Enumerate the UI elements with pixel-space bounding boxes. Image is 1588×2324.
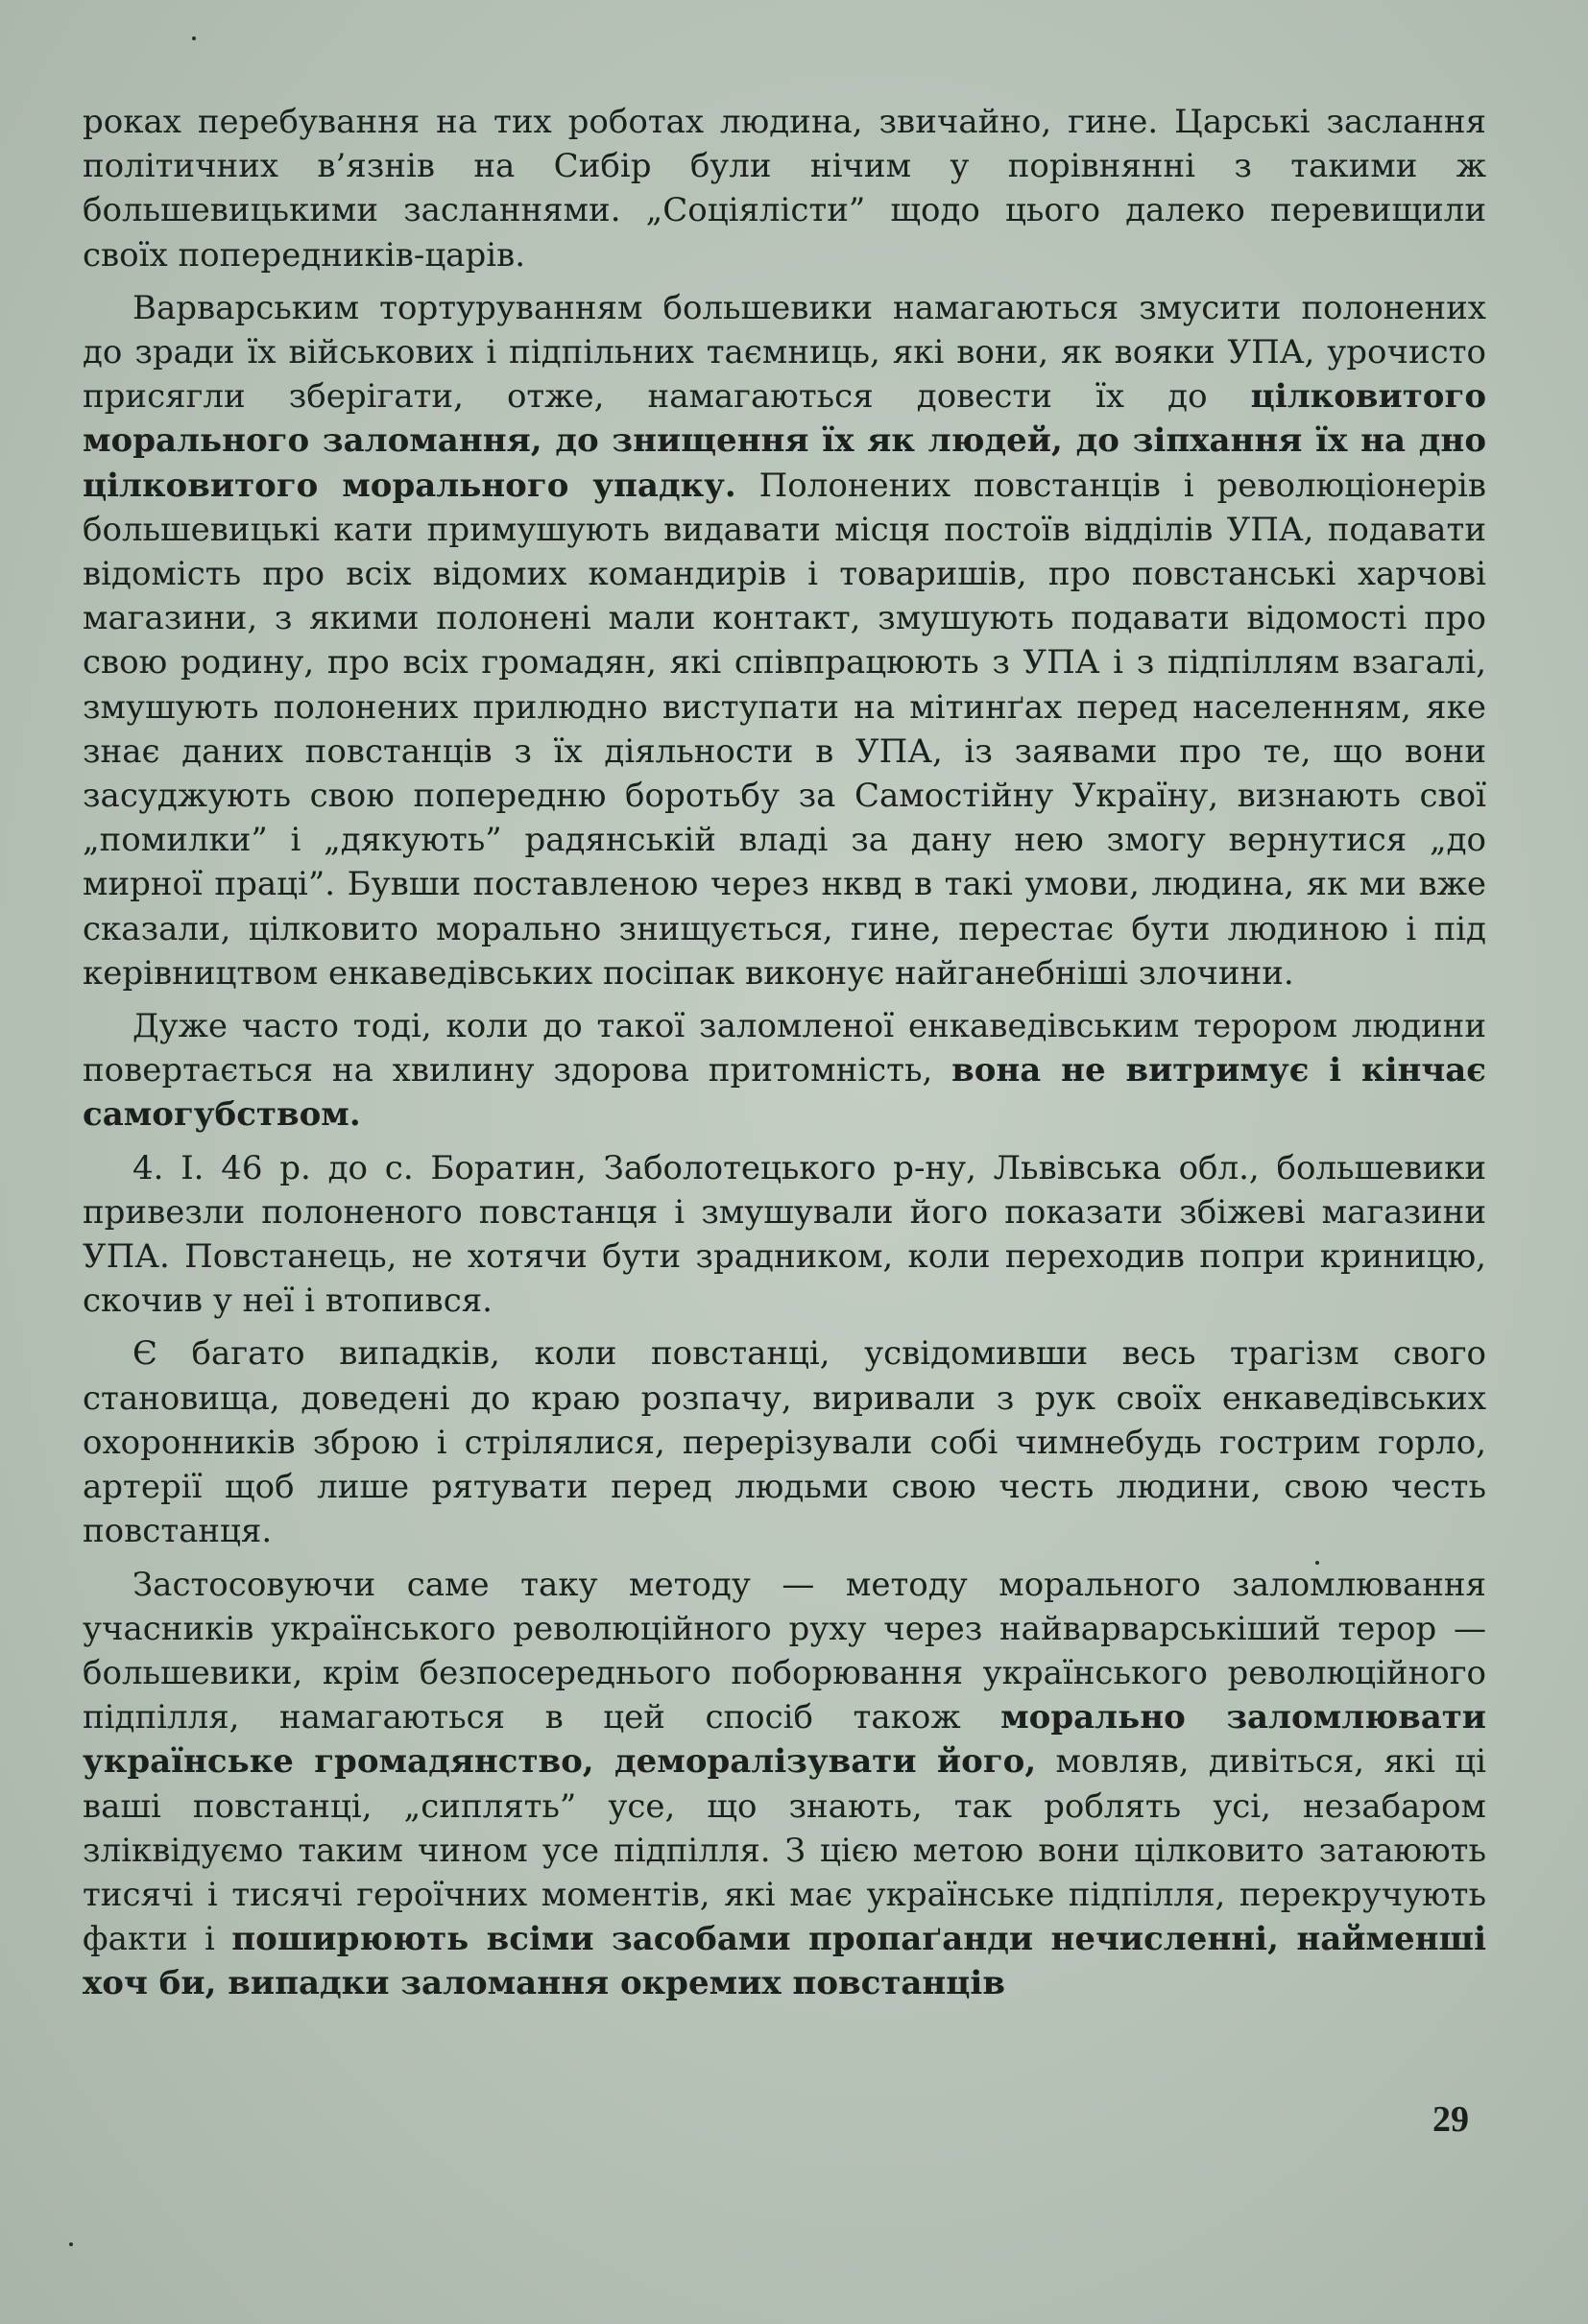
- paper-speck: [192, 36, 196, 40]
- paragraph-4: [83, 1146, 1486, 1324]
- bold-text-span: поширюють всіми засобами пропаґанди нечисленні, найменші хоч би, випадки заломання окремих повстанців: [83, 1920, 1486, 2003]
- text-span: Дуже часто тоді, коли до такої заломленої енкаведівським терором людини повертається на хвилину здорова притомність,: [83, 1007, 1486, 1090]
- text-span: Є багато випадків, коли повстанці, усвідомивши весь трагізм свого становища, доведені до краю розпачу, виривали з рук своїх енкаведівських охоронників зброю і стрілялися, перерізували собі чимнебудь гострим горло, артерії щоб лише рятувати перед людьми свою честь людини, свою честь повстанця.: [83, 1334, 1486, 1551]
- paragraph-1: [83, 100, 1486, 277]
- text-span: Полонених повстанців і революціонерів большевицькі кати примушують видавати місця постоїв відділів УПА, подавати відомість про всіх відомих командирів і товаришів, про повстанські харчові магазини, з якими полонені мали контакт, змушують подавати відомості про свою родину, про всіх громадян, які співпрацюють з УПА і з підпіллям взагалі, змушують полонених прилюдно виступати на мітинґах перед населенням, яке знає даних повстанців з їх діяльности в УПА, із заявами про те, що вони засуджують свою попередню боротьбу за Самостійну Україну, визнають свої „помилки” і „дякують” радянській владі за дану нею змогу вернутися „до мирної праці”. Бувши поставленою через нквд в такі умови, людина, як ми вже сказали, цілковито морально знищується, гине, перестає бути людиною і під керівництвом енкаведівських посіпак виконує найганебніші злочини.: [83, 466, 1486, 993]
- paragraph-5: [83, 1331, 1486, 1553]
- paragraph-2: [83, 286, 1486, 995]
- paper-speck: [69, 2242, 73, 2246]
- bold-text-span: вона не витримує і кінчає самогубством.: [83, 1051, 1487, 1135]
- paper-speck: [1315, 1561, 1319, 1565]
- text-span: 4. І. 46 р. до с. Боратин, Заболотецького р-ну, Львівська обл., большевики привезли полоненого повстанця і змушували його показати збіжеві магазини УПА. Повстанець, не хотячи бути зрадником, коли переходив попри криницю, скочив у неї і втопився.: [83, 1148, 1486, 1321]
- bold-text-span: цілковитого морального заломання, до знищення їх як людей, до зіпхання їх на дно цілковитого морального упадку.: [83, 377, 1486, 505]
- page-number: 29: [1432, 2099, 1469, 2140]
- paragraph-3: [83, 1004, 1486, 1138]
- text-span: Варварським тортуруванням большевики намагаються змусити полонених до зради їх військових і підпільних таємниць, які вони, як вояки УПА, урочисто присягли зберігати, отже, намагаються довести їх до: [83, 288, 1486, 417]
- text-span: роках перебування на тих роботах людина, звичайно, гине. Царські заслання політичних в’язнів на Сибір були нічим у порівнянні з такими ж большевицькими засланнями. „Соціялісти” щодо цього далеко перевищили своїх попередників-царів.: [83, 103, 1486, 275]
- bold-text-span: морально заломлювати українське громадянство, деморалізувати його,: [83, 1698, 1487, 1782]
- paragraph-6: [83, 1563, 1486, 2006]
- text-span: Застосовуючи саме таку методу — методу морального заломлювання учасників українського революційного руху через найварварськіший терор — большевики, крім безпосереднього поборювання українського революційного підпілля, намагаються в цей спосіб також: [83, 1565, 1486, 1737]
- page-body: [83, 100, 1486, 2006]
- text-span: мовляв, дивіться, які ці ваші повстанці, „сиплять” усе, що знають, так роблять усі, незабаром зліквідуємо таким чином усе підпілля. З цією метою вони цілковито затаюють тисячі і тисячі героїчних моментів, які має українське підпілля, перекручують факти і: [83, 1742, 1486, 1959]
